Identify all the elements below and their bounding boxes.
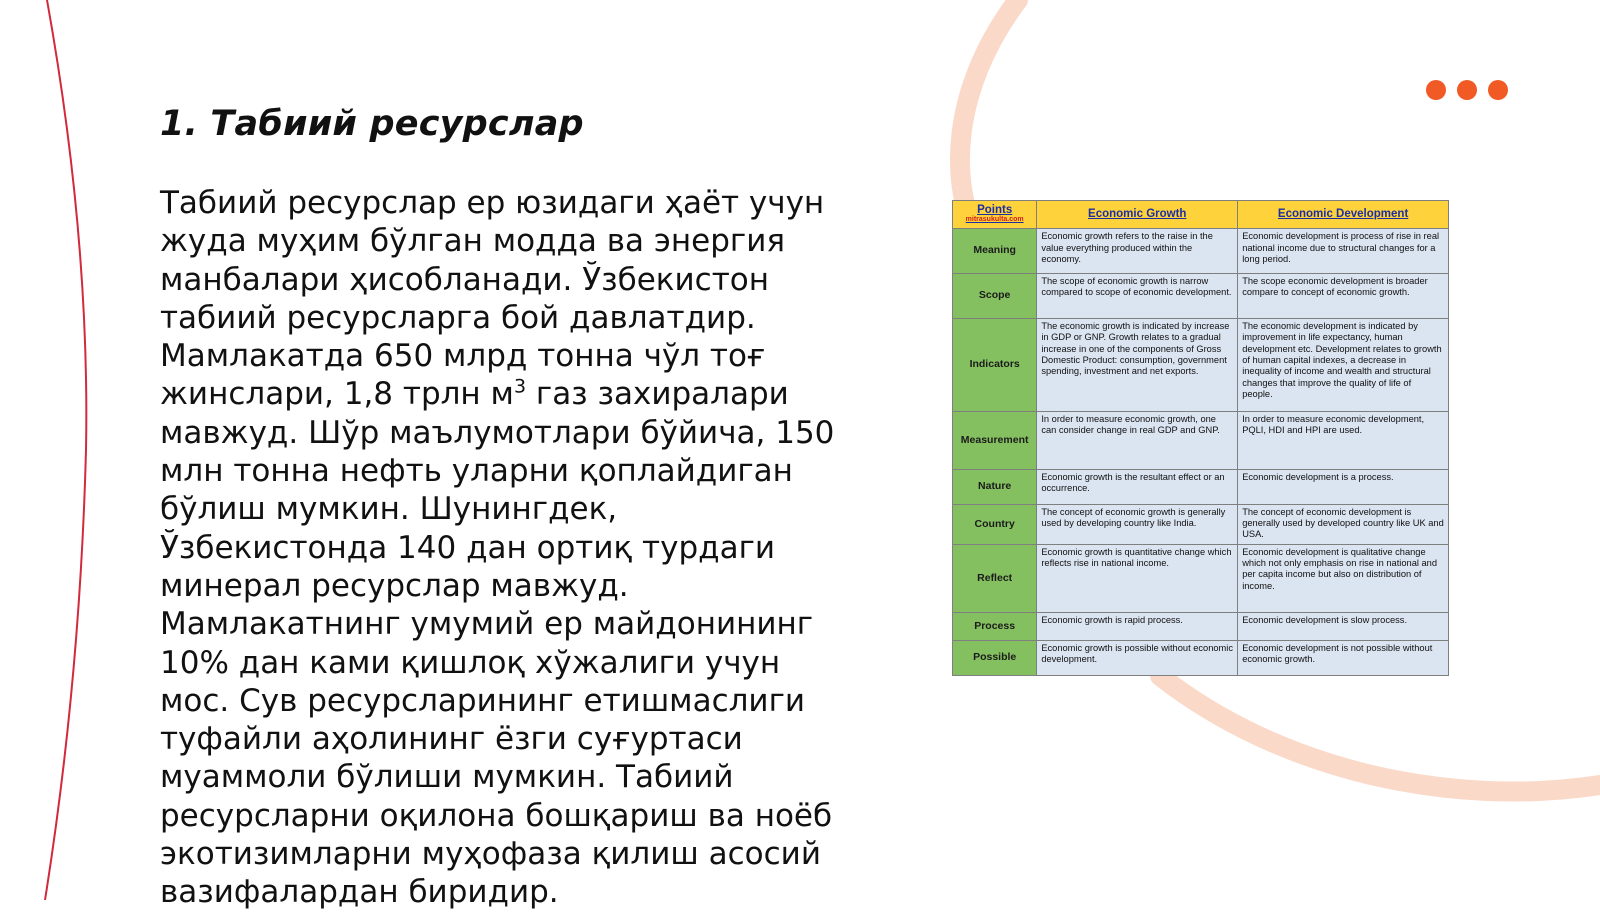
header-economic-growth: Economic Growth: [1037, 201, 1238, 229]
superscript-3: 3: [513, 376, 527, 399]
header-points-label: Points: [977, 204, 1013, 216]
development-cell: Economic development is not possible without economic growth.: [1238, 640, 1449, 675]
dot-icon: [1488, 80, 1508, 100]
slide-body-text: [160, 184, 840, 912]
table-row: [953, 319, 1449, 412]
table-row: [953, 640, 1449, 675]
menu-dots-icon: [1426, 80, 1508, 100]
growth-cell: The economic growth is indicated by increase in GDP or GNP. Growth relates to a gradual increase in one of the components of Gross Domestic Product: consumption, government spending, investment and net exports.: [1037, 319, 1238, 412]
growth-cell: Economic growth is quantitative change which reflects rise in national income.: [1037, 544, 1238, 612]
header-points: [953, 201, 1037, 229]
row-point-label: Measurement: [953, 411, 1037, 469]
body-text-part-2: газ захиралари мавжуд. Шўр маълумотлари бўйича, 150 млн тонна нефть уларни қоплайдиган бўлиш мумкин. Шунингдек, Ўзбекистонда 140 дан ортиқ турдаги минерал ресурслар мавжуд. Мамлакатнинг умумий ер майдонининг 10% дан ками қишлоқ хўжалиги учун мос. Сув ресурсларининг етишмаслиги туфайли аҳолининг ёзги суғуртаси муаммоли бўлиши мумкин. Табиий ресурсларни оқилона бошқариш ва ноёб экотизимларни муҳофаза қилиш асосий вазифалардан биридир.: [160, 376, 835, 911]
table-row: [953, 504, 1449, 544]
table-row: [953, 229, 1449, 273]
growth-cell: The concept of economic growth is generally used by developing country like India.: [1037, 504, 1238, 544]
row-point-label: Nature: [953, 469, 1037, 504]
development-cell: Economic development is a process.: [1238, 469, 1449, 504]
growth-cell: Economic growth is possible without economic development.: [1037, 640, 1238, 675]
body-text-part-1: Табиий ресурслар ер юзидаги ҳаёт учун жуда муҳим бўлган модда ва энергия манбалари ҳисобланади. Ўзбекистон табиий ресурсларга бой давлатдир. Мамлакатда 650 млрд тонна чўл тоғ жинслари, 1,8 трлн м: [160, 185, 825, 413]
table-row: [953, 612, 1449, 640]
table-row: [953, 544, 1449, 612]
header-economic-development: Economic Development: [1238, 201, 1449, 229]
dot-icon: [1457, 80, 1477, 100]
growth-cell: Economic growth is the resultant effect or an occurrence.: [1037, 469, 1238, 504]
development-cell: Economic development is qualitative change which not only emphasis on rise in national and per capita income but also on distribution of income.: [1238, 544, 1449, 612]
development-cell: In order to measure economic development, PQLI, HDI and HPI are used.: [1238, 411, 1449, 469]
growth-cell: The scope of economic growth is narrow compared to scope of economic development.: [1037, 273, 1238, 318]
economic-comparison-table: [952, 200, 1449, 676]
growth-cell: In order to measure economic growth, one can consider change in real GDP and GNP.: [1037, 411, 1238, 469]
slide-title: 1. Табиий ресурслар: [160, 104, 584, 144]
source-watermark: mitrasukulta.com: [965, 216, 1024, 224]
table-body: [953, 229, 1449, 676]
table-header-row: [953, 201, 1449, 229]
row-point-label: Process: [953, 612, 1037, 640]
development-cell: Economic development is slow process.: [1238, 612, 1449, 640]
comparison-table-image: [952, 200, 1449, 676]
development-cell: The concept of economic development is generally used by developed country like UK and USA.: [1238, 504, 1449, 544]
left-edge-curve: [45, 0, 86, 900]
table-row: [953, 469, 1449, 504]
development-cell: Economic development is process of rise in real national income due to structural changes for a long period.: [1238, 229, 1449, 273]
growth-cell: Economic growth refers to the raise in the value everything produced within the economy.: [1037, 229, 1238, 273]
row-point-label: Possible: [953, 640, 1037, 675]
table-row: [953, 411, 1449, 469]
dot-icon: [1426, 80, 1446, 100]
row-point-label: Meaning: [953, 229, 1037, 273]
development-cell: The scope economic development is broader compare to concept of economic growth.: [1238, 273, 1449, 318]
row-point-label: Country: [953, 504, 1037, 544]
row-point-label: Reflect: [953, 544, 1037, 612]
development-cell: The economic development is indicated by improvement in life expectancy, human development etc. Development relates to growth of human capital indexes, a decrease in inequality of income and wealth and structural changes that improve the quality of life of people.: [1238, 319, 1449, 412]
row-point-label: Scope: [953, 273, 1037, 318]
row-point-label: Indicators: [953, 319, 1037, 412]
table-row: [953, 273, 1449, 318]
growth-cell: Economic growth is rapid process.: [1037, 612, 1238, 640]
